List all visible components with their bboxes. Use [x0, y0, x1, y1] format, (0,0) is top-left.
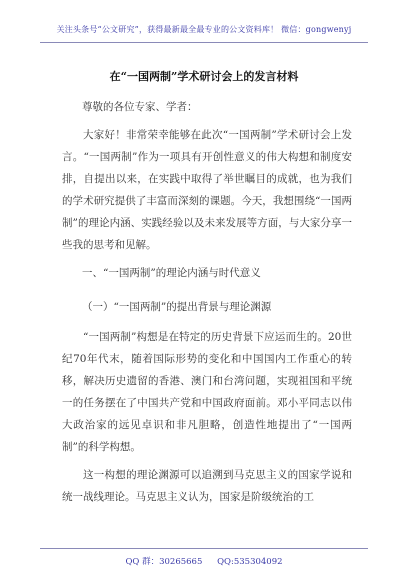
section-heading-1: 一、“一国两制”的理论内涵与时代意义	[82, 267, 261, 279]
paragraph-intro: 大家好！非常荣幸能够在此次“一国两制”学术研讨会上发言。“一国两制”作为一项具有开创性意义的伟大构想和制度安排，自提出以来，在实践中取得了举世瞩目的成就，也为我们的学术研究提供了丰富而深刻的课题。今天，我想围绕“一国两制”的理论内涵、实践经验以及未来发展等方面，与大家分享一些我的思考和见解。	[62, 129, 352, 251]
footer-qq-group: QQ 群：30265665	[125, 557, 203, 567]
footer-divider	[40, 548, 368, 549]
subsection-heading-1: （一）“一国两制”的提出背景与理论渊源	[82, 301, 272, 313]
header-banner: 关注头条号“公文研究”，获得最新最全最专业的公文资料库！ 微信：gongwenyj	[56, 25, 352, 34]
paragraph-theory: 这一构想的理论渊源可以追溯到马克思主义的国家学说和统一战线理论。马克思主义认为，国家是阶级统治的工	[62, 469, 352, 503]
footer-qq: QQ:535304092	[217, 557, 283, 567]
paragraph-background: “一国两制”构想是在特定的历史背景下应运而生的。20世纪70年代末，随着国际形势的变化和中国国内工作重心的转移，解决历史遗留的香港、澳门和台湾问题，实现祖国和平统一的任务摆在了中国共产党和中国政府面前。邓小平同志以伟大政治家的远见卓识和非凡胆略，创造性地提出了“一国两制”的科学构想。	[62, 331, 352, 453]
header-divider	[40, 42, 368, 43]
footer-contact	[0, 555, 408, 567]
salutation: 尊敬的各位专家、学者：	[82, 101, 198, 113]
document-title: 在“一国两制”学术研讨会上的发言材料	[109, 70, 299, 83]
